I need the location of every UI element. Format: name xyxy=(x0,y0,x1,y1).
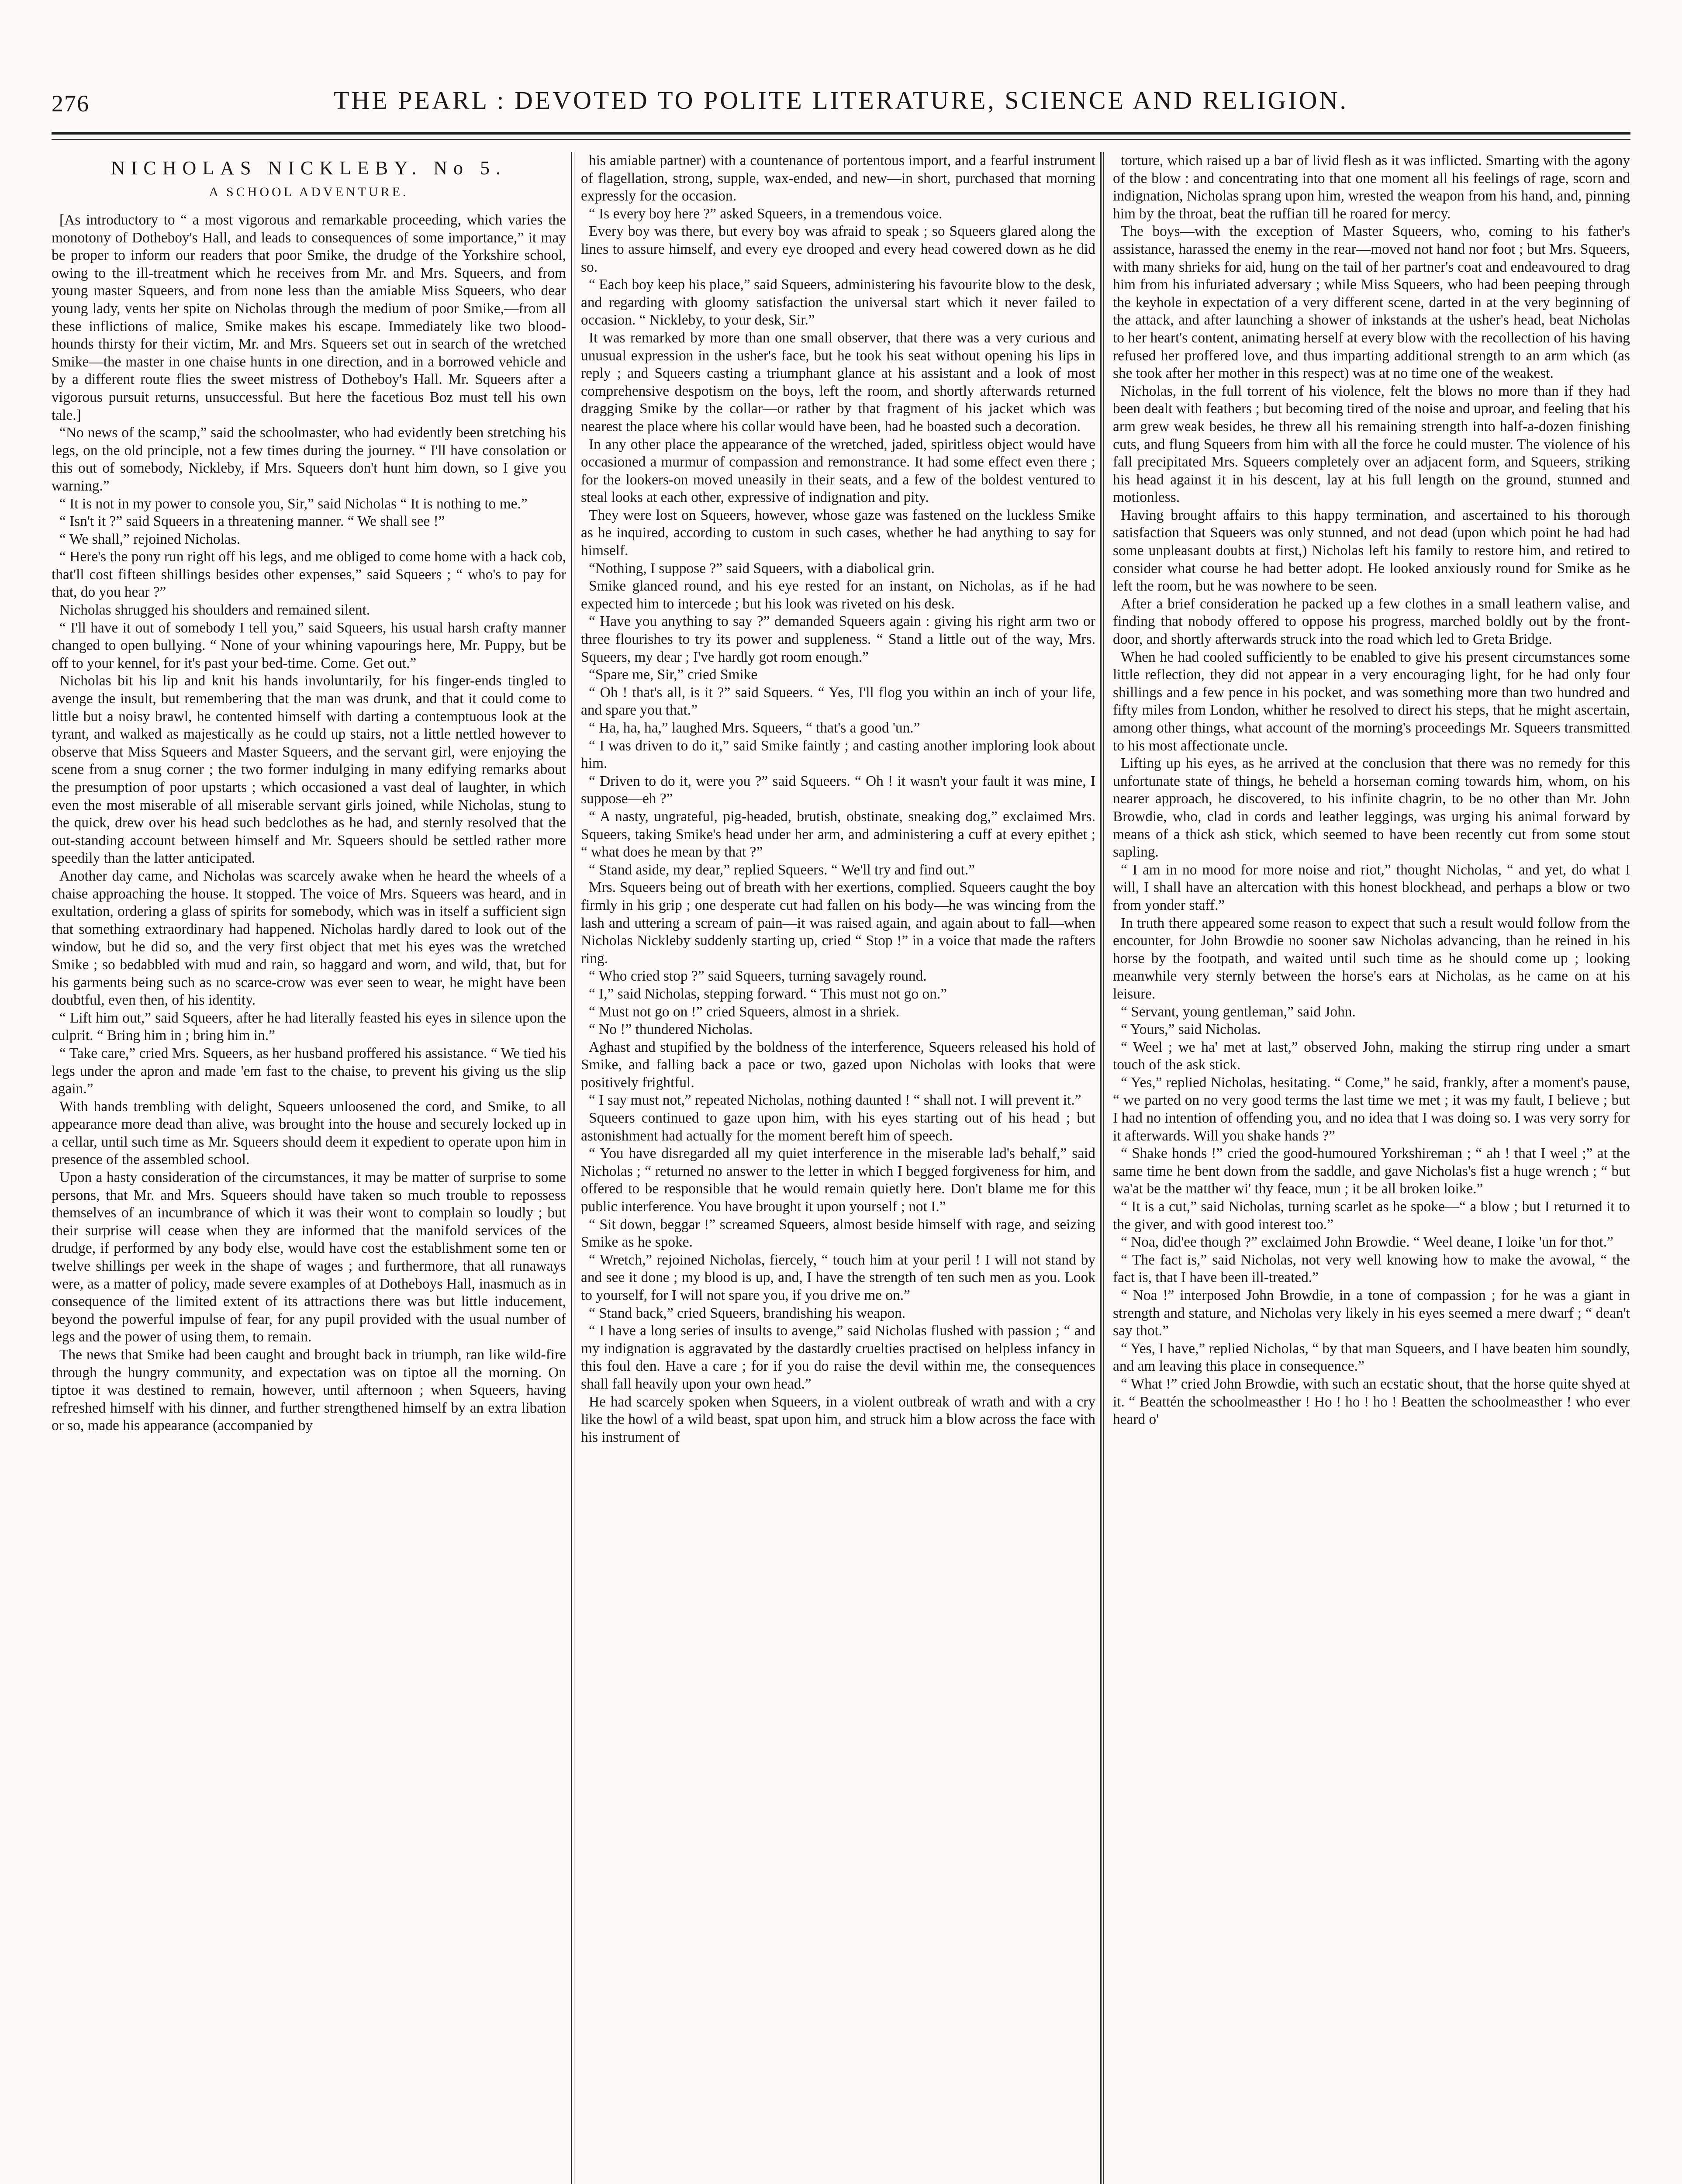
paragraph: “ Stand aside, my dear,” replied Squeers. “ We'll try and find out.” xyxy=(589,861,975,878)
paragraph: “ I'll have it out of somebody I tell you,” said Squeers, his usual harsh crafty manner changed to open bullying. “ None of your whining vapourings here, Mr. Puppy, but be off to your kennel, for it's past your bed-time. Come. Get out.” xyxy=(52,619,566,671)
paragraph: Another day came, and Nicholas was scarcely awake when he heard the wheels of a chaise approaching the house. It stopped. The voice of Mrs. Squeers was heard, and in exultation, ordering a glass of spirits for somebody, which was in itself a sufficient sign that something extraordinary had happened. Nicholas hardly dared to look out of the window, but he did so, and the very first object that met his eyes was the wretched Smike ; so bedabbled with mud and rain, so haggard and worn, and wild, that, but for his garments being such as no scarce-crow was ever seen to wear, he might have been doubtful, even then, of his identity. xyxy=(52,867,566,1009)
paragraph: Having brought affairs to this happy termination, and ascertained to his thorough satisfaction that Squeers was only stunned, and not dead (upon which point he had had some unpleasant doubts at first,) Nicholas left his family to restore him, and retired to consider what course he had better adopt. He looked anxiously round for Smike as he left the room, but he was nowhere to be seen. xyxy=(1113,507,1630,594)
paragraph: “ Here's the pony run right off his legs, and me obliged to come home with a hack cob, that'll cost fifteen shillings besides other expenses,” said Squeers ; “ who's to pay for that, do you hear ?” xyxy=(52,549,566,601)
column-divider-thin xyxy=(1103,152,1104,2184)
paragraph: his amiable partner) with a countenance of portentous import, and a fearful instrument of flagellation, strong, supple, wax-ended, and new—in short, purchased that morning expressly for the occasion. xyxy=(581,152,1095,204)
paragraph: “ Is every boy here ?” asked Squeers, in a tremendous voice. xyxy=(589,205,943,222)
paragraph: Mrs. Squeers being out of breath with her exertions, complied. Squeers caught the boy firmly in his grip ; one desperate cut had fallen on his body—he was wincing from the lash and uttering a scream of pain—it was raised again, and again about to fall—when Nicholas Nickleby suddenly starting up, cried “ Stop !” in a voice that made the rafters ring. xyxy=(581,879,1095,967)
paragraph: “Spare me, Sir,” cried Smike xyxy=(589,667,758,683)
paragraph: With hands trembling with delight, Squeers unloosened the cord, and Smike, to all appearance more dead than alive, was brought into the house and securely locked up in a cellar, until such time as Mr. Squeers should deem it expedient to operate upon him in presence of the assembled school. xyxy=(52,1098,566,1168)
paragraph: “ Wretch,” rejoined Nicholas, fiercely, “ touch him at your peril ! I will not stand by and see it done ; my blood is up, and, I have the strength of ten such men as you. Look to yourself, for I will not spare you, if you drive me on.” xyxy=(581,1251,1095,1303)
text-column-3 xyxy=(1110,152,1630,2184)
paragraph: “ I have a long series of insults to avenge,” said Nicholas flushed with passion ; “ and my indignation is aggravated by the dastardly cruelties practised on helpless infancy in this foul den. Have a care ; for if you do raise the devil within me, the consequences shall fall heavily upon your own head.” xyxy=(581,1323,1095,1392)
paragraph: “ The fact is,” said Nicholas, not very well knowing how to make the avowal, “ the fact is, that I have been ill-treated.” xyxy=(1113,1251,1630,1286)
article-subtitle: A SCHOOL ADVENTURE. xyxy=(209,185,409,199)
paragraph: “ Who cried stop ?” said Squeers, turning savagely round. xyxy=(589,968,927,985)
column-1-body xyxy=(52,211,566,1435)
paragraph: “ I was driven to do it,” said Smike faintly ; and casting another imploring look about him. xyxy=(581,737,1095,772)
paragraph: “ Yes,” replied Nicholas, hesitating. “ Come,” he said, frankly, after a moment's pause, “ we parted on no very good terms the last time we met ; it was my fault, I believe ; but I had no intention of offending you, and no idea that I was doing so. I was very sorry for it afterwards. Will you shake hands ?” xyxy=(1113,1074,1630,1144)
paragraph: “ We shall,” rejoined Nicholas. xyxy=(59,531,240,547)
page-number: 276 xyxy=(52,90,90,117)
paragraph: The news that Smike had been caught and brought back in triumph, ran like wild-fire through the hungry community, and expectation was on tiptoe all the morning. On tiptoe it was destined to remain, however, until afternoon ; when Squeers, having refreshed himself with his dinner, and further strengthened himself by an extra libation or so, made his appearance (accompanied by xyxy=(52,1347,566,1434)
paragraph: They were lost on Squeers, however, whose gaze was fastened on the luckless Smike as he inquired, according to custom in such cases, whether he had anything to say for himself. xyxy=(581,507,1095,559)
paragraph: “ Stand back,” cried Squeers, brandishing his weapon. xyxy=(589,1305,906,1321)
paragraph: “ You have disregarded all my quiet interference in the miserable lad's behalf,” said Nicholas ; “ returned no answer to the letter in which I begged forgiveness for him, and offered to be responsible that he would remain quietly here. Don't blame me for this public interference. You have brought it upon yourself ; not I.” xyxy=(581,1145,1095,1215)
paragraph: Smike glanced round, and his eye rested for an instant, on Nicholas, as if he had expected him to intercede ; but his look was riveted on his desk. xyxy=(581,578,1095,612)
paragraph: “ Oh ! that's all, is it ?” said Squeers. “ Yes, I'll flog you within an inch of your life, and spare you that.” xyxy=(581,684,1095,719)
paragraph: “ What !” cried John Browdie, with such an ecstatic shout, that the horse quite shyed at it. “ Beattén the schoolmeasther ! Ho ! ho ! ho ! Beatten the schoolmeasther ! who ever heard o' xyxy=(1113,1375,1630,1428)
column-3-body xyxy=(1110,152,1630,1429)
column-2-body xyxy=(581,152,1095,1446)
paragraph: “ Noa, did'ee though ?” exclaimed John Browdie. “ Weel deane, I loike 'un for thot.” xyxy=(1121,1234,1613,1251)
header-rule-thin xyxy=(52,139,1630,140)
paragraph: “ I say must not,” repeated Nicholas, nothing daunted ! “ shall not. I will prevent it.” xyxy=(589,1092,1081,1109)
paragraph: “ It is a cut,” said Nicholas, turning scarlet as he spoke—“ a blow ; but I returned it to the giver, and with good interest too.” xyxy=(1113,1199,1630,1233)
paragraph: When he had cooled sufficiently to be enabled to give his present circumstances some little reflection, they did not appear in a very encouraging light, for he had only four shillings and a few pence in his pocket, and was something more than two hundred and fifty miles from London, whither he resolved to direct his steps, that he might ascertain, among other things, what account of the morning's proceedings Mr. Squeers transmitted to his most affectionate uncle. xyxy=(1113,649,1630,754)
paragraph: “ Yes, I have,” replied Nicholas, “ by that man Squeers, and I have beaten him soundly, and am leaving this place in consequence.” xyxy=(1113,1340,1630,1375)
paragraph: “ Yours,” said Nicholas. xyxy=(1121,1021,1261,1038)
paragraph: Upon a hasty consideration of the circumstances, it may be matter of surprise to some persons, that Mr. and Mrs. Squeers should have taken so much trouble to repossess themselves of an incumbrance of which it was their wont to complain so loudly ; but their surprise will cease when they are informed that the manifold services of the drudge, if performed by any body else, would have cost the establishment some ten or twelve shillings per week in the shape of wages ; and furthermore, that all runaways were, as a matter of policy, made severe examples of at Dotheboys Hall, inasmuch as in consequence of the limited extent of its attractions there was but little inducement, beyond the powerful impulse of fear, for any pupil provided with the usual number of legs and the power of using them, to remain. xyxy=(52,1169,566,1345)
paragraph: Every boy was there, but every boy was afraid to speak ; so Squeers glared along the lines to assure himself, and every eye drooped and every head cowered down as he did so. xyxy=(581,223,1095,275)
paragraph: “ Must not go on !” cried Squeers, almost in a shriek. xyxy=(589,1003,900,1020)
paragraph: “ Driven to do it, were you ?” said Squeers. “ Oh ! it wasn't your fault it was mine, I suppose—eh ?” xyxy=(581,773,1095,807)
paragraph: torture, which raised up a bar of livid flesh as it was inflicted. Smarting with the agony of the blow : and concentrating into that one moment all his feelings of rage, scorn and indignation, Nicholas sprang upon him, wrested the weapon from his hand, and, pinning him by the throat, beat the ruffian till he roared for mercy. xyxy=(1113,152,1630,222)
column-divider xyxy=(571,152,572,2184)
paragraph: “ No !” thundered Nicholas. xyxy=(589,1021,753,1038)
text-column-2 xyxy=(581,152,1095,2184)
paragraph: “ Take care,” cried Mrs. Squeers, as her husband proffered his assistance. “ We tied his legs under the apron and made 'em fast to the chaise, to prevent his giving us the slip again.” xyxy=(52,1045,566,1097)
paragraph: “ Servant, young gentleman,” said John. xyxy=(1121,1003,1356,1020)
header-rule xyxy=(52,132,1630,135)
paragraph: “ Each boy keep his place,” said Squeers, administering his favourite blow to the desk, and regarding with gloomy satisfaction the universal start which it never failed to occasion. “ Nickleby, to your desk, Sir.” xyxy=(581,276,1095,328)
paragraph: Lifting up his eyes, as he arrived at the conclusion that there was no remedy for this unfortunate state of things, he beheld a horseman coming towards him, whom, on his nearer approach, he discovered, to his infinite chagrin, to be no other than Mr. John Browdie, who, clad in cords and leather leggings, was urging his animal forward by means of a thick ash stick, which seemed to have been recently cut from some stout sapling. xyxy=(1113,755,1630,860)
paragraph: In truth there appeared some reason to expect that such a result would follow from the encounter, for John Browdie no sooner saw Nicholas advancing, than he reined in his horse by the footpath, and waited until such time as he should come up ; looking meanwhile very sternly between the horse's ears at Nicholas, as he came on at his leisure. xyxy=(1113,915,1630,1002)
paragraph: Squeers continued to gaze upon him, with his eyes starting out of his head ; but astonishment had actually for the moment bereft him of speech. xyxy=(581,1110,1095,1144)
article-title: NICHOLAS NICKLEBY. No 5. xyxy=(111,157,507,179)
paragraph: Nicholas, in the full torrent of his violence, felt the blows no more than if they had been dealt with feathers ; but becoming tired of the noise and uproar, and feeling that his arm grew weak besides, he threw all his remaining strength into half-a-dozen finishing cuts, and flung Squeers from him with all the force he could muster. The violence of his fall precipitated Mrs. Squeers completely over an adjacent form, and Squeers, striking his head against it in his descent, lay at his full length on the ground, stunned and motionless. xyxy=(1113,383,1630,506)
paragraph: Aghast and stupified by the boldness of the interference, Squeers released his hold of Smike, and falling back a pace or two, gazed upon Nicholas with looks that were positively frightful. xyxy=(581,1039,1095,1091)
paragraph: He had scarcely spoken when Squeers, in a violent outbreak of wrath and with a cry like the howl of a wild beast, spat upon him, and struck him a blow across the face with his instrument of xyxy=(581,1393,1095,1445)
paragraph: In any other place the appearance of the wretched, jaded, spiritless object would have occasioned a murmur of compassion and remonstrance. It had some effect even there ; for the lookers-on moved uneasily in their seats, and a few of the boldest ventured to steal looks at each other, expressive of indignation and pity. xyxy=(581,436,1095,506)
paragraph: “ Weel ; we ha' met at last,” observed John, making the stirrup ring under a smart touch of the ask stick. xyxy=(1113,1039,1630,1073)
paragraph: “ I am in no mood for more noise and riot,” thought Nicholas, “ and yet, do what I will, I shall have an altercation with this honest blockhead, and perhaps a blow or two from yonder staff.” xyxy=(1113,861,1630,913)
paragraph: [As introductory to “ a most vigorous and remarkable proceeding, which varies the monotony of Dotheboy's Hall, and leads to consequences of some importance,” it may be proper to inform our readers that poor Smike, the drudge of the Yorkshire school, owing to the ill-treatment which he receives from Mr. and Mrs. Squeers, and from young master Squeers, and from none less than the amiable Miss Squeers, who dear young lady, vents her spite on Nicholas through the medium of poor Smike,—from all these inflictions of malice, Smike makes his escape. Immediately like two blood-hounds thirsty for their victim, Mr. and Mrs. Squeers set out in search of the wretched Smike—the master in one chaise hunts in one direction, and in a borrowed vehicle and by a different route flies the sweet mistress of Dotheboy's Hall. Mr. Squeers after a vigorous pursuit returns, unsuccessful. But here the facetious Boz must tell his own tale.] xyxy=(52,212,566,423)
paragraph: “ Isn't it ?” said Squeers in a threatening manner. “ We shall see !” xyxy=(59,513,445,530)
paragraph: “ It is not in my power to console you, Sir,” said Nicholas “ It is nothing to me.” xyxy=(59,495,528,512)
paragraph: “No news of the scamp,” said the schoolmaster, who had evidently been stretching his legs, on the old principle, not a few times during the journey. “ I'll have consolation or this out of somebody, Nickleby, if Mrs. Squeers don't hunt him down, so I give you warning.” xyxy=(52,425,566,494)
text-column-1 xyxy=(52,152,566,2184)
running-title: THE PEARL : DEVOTED TO POLITE LITERATURE, SCIENCE AND RELIGION. xyxy=(334,86,1348,114)
paragraph: “ Sit down, beggar !” screamed Squeers, almost beside himself with rage, and seizing Smike as he spoke. xyxy=(581,1216,1095,1251)
paragraph: “ I,” said Nicholas, stepping forward. “ This must not go on.” xyxy=(589,985,947,1002)
paragraph: “ Ha, ha, ha,” laughed Mrs. Squeers, “ that's a good 'un.” xyxy=(589,720,920,736)
paragraph: The boys—with the exception of Master Squeers, who, coming to his father's assistance, harassed the enemy in the rear—moved not hand nor foot ; but Mrs. Squeers, with many shrieks for aid, hung on the tail of her partner's coat and endeavoured to drag him from his infuriated adversary ; while Miss Squeers, who had been peeping through the keyhole in expectation of a very different scene, darted in at the very beginning of the attack, and after launching a shower of inkstands at the usher's head, beat Nicholas to her heart's content, animating herself at every blow with the recollection of his having refused her proffered love, and thus imparting additional strength to an arm which (as she took after her mother in this respect) was at no time one of the weakest. xyxy=(1113,223,1630,382)
paragraph: “ Lift him out,” said Squeers, after he had literally feasted his eyes in silence upon the culprit. “ Bring him in ; bring him in.” xyxy=(52,1009,566,1044)
paragraph: “Nothing, I suppose ?” said Squeers, with a diabolical grin. xyxy=(589,560,935,577)
paragraph: After a brief consideration he packed up a few clothes in a small leathern valise, and finding that nobody offered to oppose his progress, marched boldly out by the front-door, and shortly afterwards struck into the road which led to Greta Bridge. xyxy=(1113,595,1630,648)
paragraph: Nicholas shrugged his shoulders and remained silent. xyxy=(59,602,370,619)
paragraph: “ A nasty, ungrateful, pig-headed, brutish, obstinate, sneaking dog,” exclaimed Mrs. Squeers, taking Smike's head under her arm, and administering a cuff at every epithet ; “ what does he mean by that ?” xyxy=(581,808,1095,860)
paragraph: “ Have you anything to say ?” demanded Squeers again : giving his right arm two or three flourishes to try its power and suppleness. “ Stand a little out of the way, Mrs. Squeers, my dear ; I've hardly got room enough.” xyxy=(581,613,1095,665)
paragraph: “ Noa !” interposed John Browdie, in a tone of compassion ; for he was a giant in strength and stature, and Nicholas very likely in his eyes seemed a mere dwarf ; “ dean't say thot.” xyxy=(1113,1287,1630,1339)
paragraph: It was remarked by more than one small observer, that there was a very curious and unusual expression in the usher's face, but he took his seat without opening his lips in reply ; and Squeers casting a triumphant glance at his assistant and a look of most comprehensive despotism on the boys, left the room, and shortly afterwards returned dragging Smike by the collar—or rather by that fragment of his jacket which was nearest the place where his collar would have been, had he boasted such a decoration. xyxy=(581,329,1095,435)
paragraph: “ Shake honds !” cried the good-humoured Yorkshireman ; “ ah ! that I weel ;” at the same time he bent down from the saddle, and gave Nicholas's fist a huge wrench ; “ but wa'at be the matther wi' thy feace, mun ; it be all broken loike.” xyxy=(1113,1145,1630,1197)
column-divider xyxy=(1100,152,1102,2184)
paragraph: Nicholas bit his lip and knit his hands involuntarily, for his finger-ends tingled to avenge the insult, but remembering that the man was drunk, and that it could come to little but a noisy brawl, he contented himself with darting a contemptuous look at the tyrant, and walked as majestically as he could up stairs, not a little nettled however to observe that Miss Squeers and Master Squeers, and the servant girl, were enjoying the scene from a snug corner ; the two former indulging in many edifying remarks about the presumption of poor upstarts ; which occasioned a vast deal of laughter, in which even the most miserable of all miserable servant girls joined, while Nicholas, stung to the quick, drew over his head such bedclothes as he had, and sternly resolved that the out-standing account between himself and Mr. Squeers should be settled rather more speedily than the latter anticipated. xyxy=(52,673,566,867)
